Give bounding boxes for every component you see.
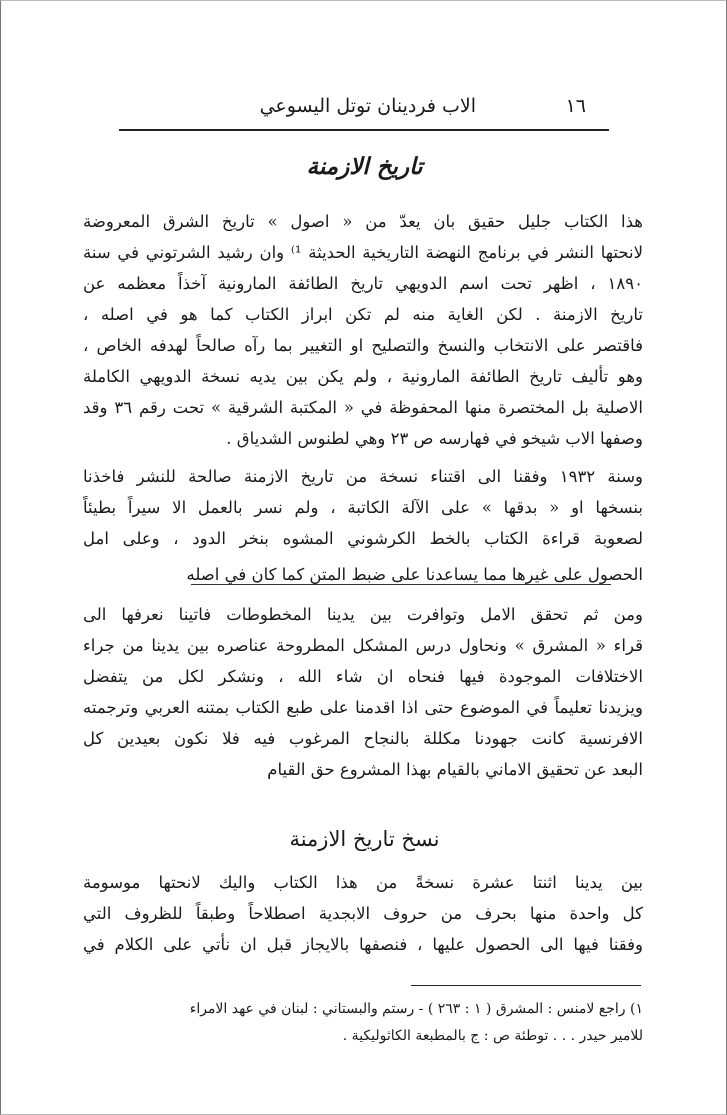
section-title: تاريخ الازمنة xyxy=(306,153,423,180)
text-line: الحصول على غيرها مما يساعدنا على ضبط المتن كما كان في اصله xyxy=(186,565,643,584)
footnote-line: ١) راجع لامنس : المشرق ( ١ : ٢٦٣ ) - رستم والبستاني : لبنان في عهد الامراء xyxy=(189,1001,643,1017)
page-number: ١٦ xyxy=(565,95,586,117)
text-line: وسنة ١٩٣٢ وفقنا الى اقتناء نسخة من تاريخ الازمنة صالحة للنشر فاخذنا xyxy=(83,467,643,486)
running-header xyxy=(141,93,586,127)
text-line: وهو تأليف تاريخ الطائفة المارونية ، ولم يكن بين يديه نسخة الدويهي الكاملة xyxy=(83,367,643,386)
text-line: فاقتصر على الانتخاب والنسخ والتصليح او التغيير بما رآه صالحاً لهدفه الخاص ، xyxy=(83,336,643,355)
footnote-line: للامير حيدر . . . توطئة ص : ج بالمطبعة الكاثوليكية . xyxy=(342,1028,643,1044)
text-line: ويزيدنا تعليماً في الموضوع حتى اذا اقدمنا على طبع الكتاب بمتنه العربي وترجمته xyxy=(83,698,643,717)
text-line: بين يدينا اثنتا عشرة نسخةً من هذا الكتاب واليك لانحتها موسومة xyxy=(83,873,643,892)
text-line: قراء « المشرق » ونحاول درس المشكل المطروحة عناصره بين يدينا من جراء xyxy=(83,636,643,655)
text-line: كل واحدة منها بحرف من حروف الابجدية اصطلاحاً وطبقاً للظروف التي xyxy=(83,904,643,923)
footnote-rule xyxy=(411,985,641,986)
text-line: وصفها الاب شيخو في فهارسه ص ٢٣ وهي لطنوس الشدياق . xyxy=(226,429,643,448)
text-line: لصعوبة قراءة الكتاب بالخط الكرشوني المشوه بنخر الدود ، وعلى امل xyxy=(83,529,643,548)
text-line: ١٨٩٠ ، اظهر تحت اسم الدويهي تاريخ الطائفة المارونية آخذاً معظمه عن xyxy=(83,274,643,293)
text-line: تاريخ الازمنة . لكن الغاية منه لم تكن ابراز الكتاب كما هو في اصله ، xyxy=(83,305,643,324)
text-line: الاختلافات الموجودة فيها فنحاه ان شاء الله ، ونشكر لكل من يتفضل xyxy=(83,667,643,686)
header-rule xyxy=(119,129,609,131)
text-line: ومن ثم تحقق الامل وتوافرت بين يدينا المخطوطات فاتينا نعرفها الى xyxy=(83,605,643,624)
text-line: البعد عن تحقيق الاماني بالقيام بهذا المشروع حق القيام xyxy=(267,760,643,779)
text-line: لانحتها النشر في برنامج النهضة التاريخية الحديثة ¹⁾ وان رشيد الشرتوني في سنة xyxy=(83,243,643,262)
text-line: وفقنا فيها الى الحصول عليها ، فنصفها بالايجاز قبل ان نأتي على الكلام في xyxy=(83,935,643,954)
subsection-title: نسخ تاريخ الازمنة xyxy=(289,827,440,851)
running-title: الاب فردينان توتل اليسوعي xyxy=(259,95,476,117)
text-line: الافرنسية كانت جهودنا مكللة بالنجاح المرغوب فيه فلا نكون بعيدين كل xyxy=(83,729,643,748)
text-line: بنسخها او « بدقها » على الآلة الكاتبة ، ولم نسر بالعمل الا سيراً بطيئاً xyxy=(83,498,643,517)
text-line: الاصلية بل المختصرة منها المحفوظة في « المكتبة الشرقية » تحت رقم ٣٦ وقد xyxy=(83,398,643,417)
text-line: هذا الكتاب جليل حقيق بان يعدّ من « اصول » تاريخ الشرق المعروضة xyxy=(83,212,643,231)
